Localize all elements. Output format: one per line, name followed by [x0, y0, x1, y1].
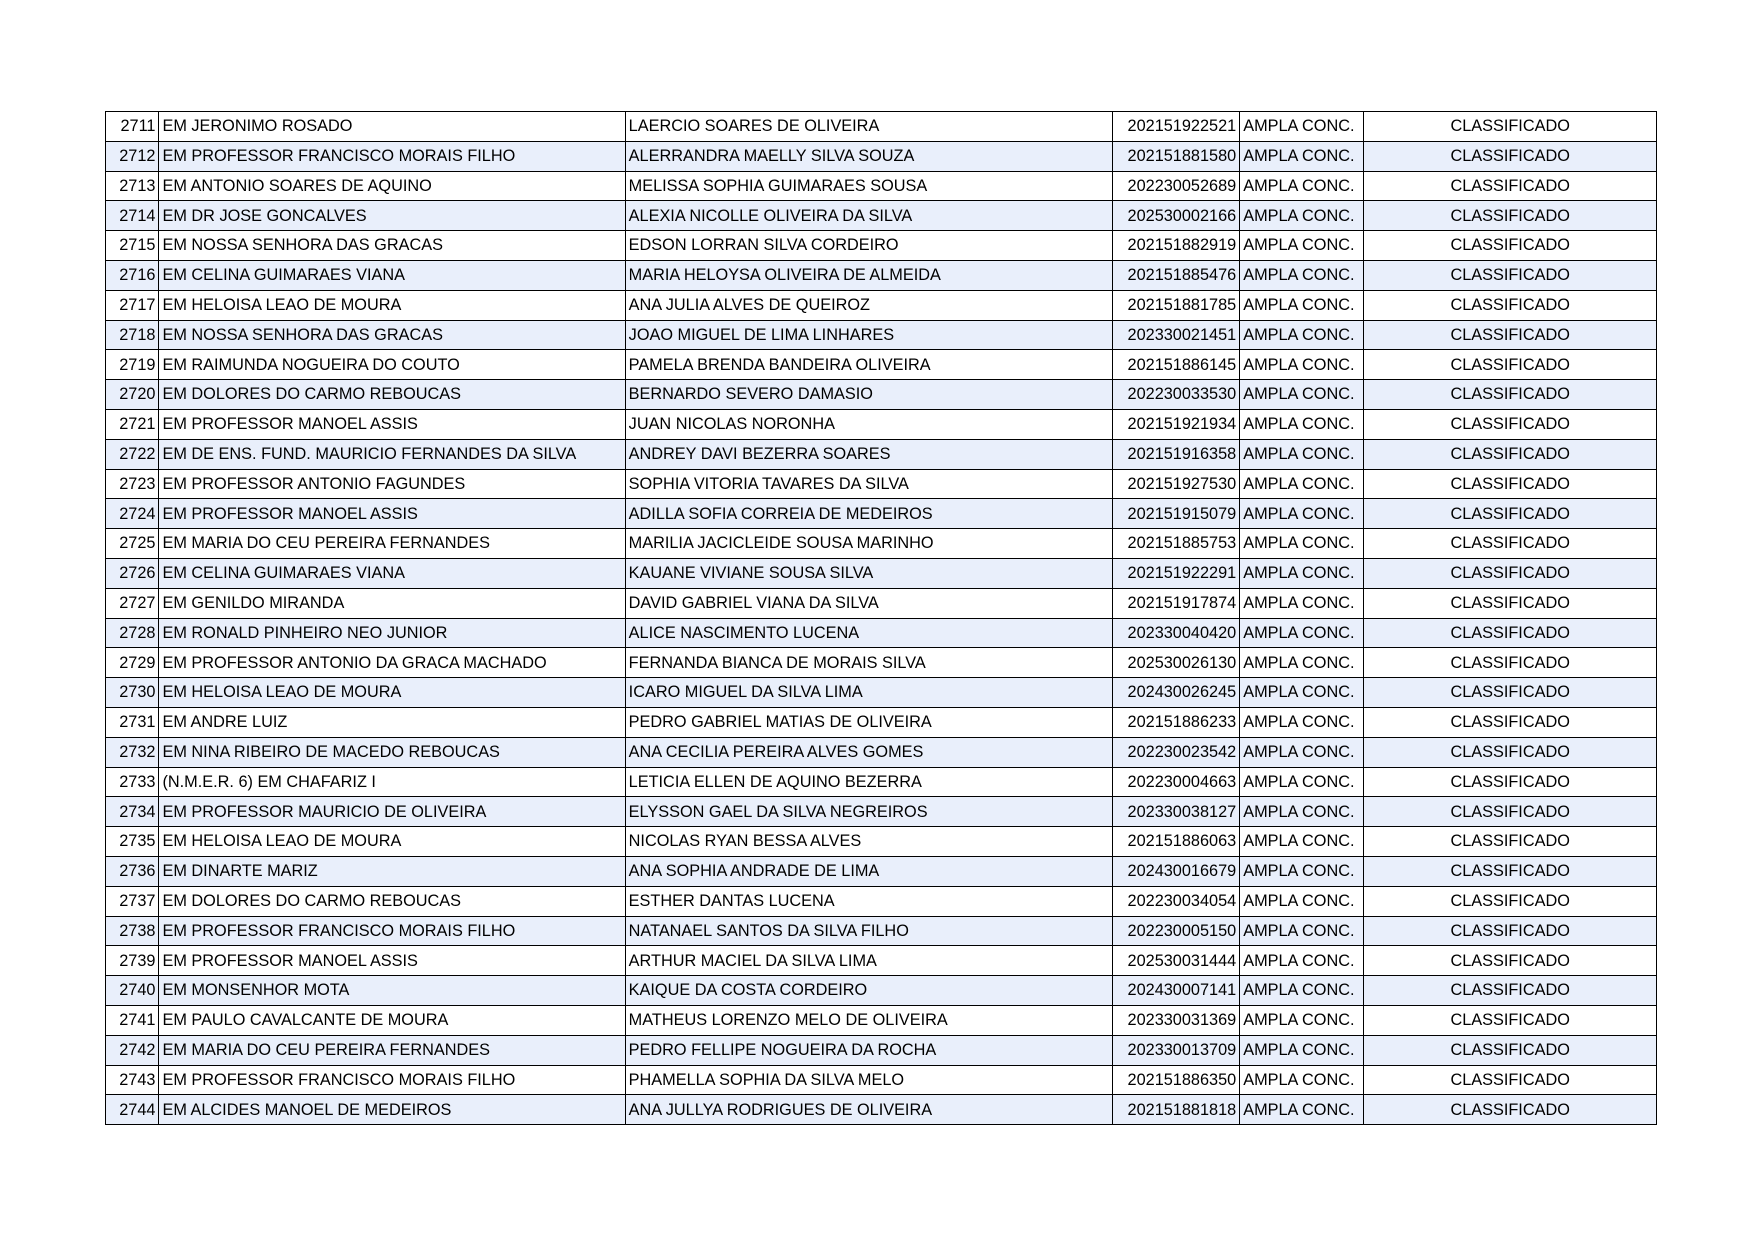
student-name-cell: PAMELA BRENDA BANDEIRA OLIVEIRA: [625, 350, 1112, 380]
modality-cell: AMPLA CONC.: [1240, 380, 1364, 410]
registration-cell: 202530002166: [1113, 201, 1240, 231]
registration-cell: 202230033530: [1113, 380, 1240, 410]
table-row: [106, 499, 1657, 529]
table-row: [106, 201, 1657, 231]
modality-cell: AMPLA CONC.: [1240, 260, 1364, 290]
registration-cell: 202151921934: [1113, 409, 1240, 439]
registration-cell: 202530031444: [1113, 946, 1240, 976]
school-cell: EM PROFESSOR FRANCISCO MORAIS FILHO: [159, 1065, 625, 1095]
student-name-cell: MATHEUS LORENZO MELO DE OLIVEIRA: [625, 1005, 1112, 1035]
modality-cell: AMPLA CONC.: [1240, 409, 1364, 439]
modality-cell: AMPLA CONC.: [1240, 171, 1364, 201]
school-cell: EM ANTONIO SOARES DE AQUINO: [159, 171, 625, 201]
school-cell: EM PROFESSOR ANTONIO DA GRACA MACHADO: [159, 648, 625, 678]
school-cell: EM PAULO CAVALCANTE DE MOURA: [159, 1005, 625, 1035]
table-row: [106, 380, 1657, 410]
table-row: [106, 737, 1657, 767]
student-name-cell: ESTHER DANTAS LUCENA: [625, 886, 1112, 916]
status-cell: CLASSIFICADO: [1364, 678, 1657, 708]
student-name-cell: KAUANE VIVIANE SOUSA SILVA: [625, 558, 1112, 588]
status-cell: CLASSIFICADO: [1364, 886, 1657, 916]
modality-cell: AMPLA CONC.: [1240, 618, 1364, 648]
status-cell: CLASSIFICADO: [1364, 141, 1657, 171]
table-row: [106, 797, 1657, 827]
status-cell: CLASSIFICADO: [1364, 588, 1657, 618]
registration-cell: 202151885476: [1113, 260, 1240, 290]
status-cell: CLASSIFICADO: [1364, 201, 1657, 231]
status-cell: CLASSIFICADO: [1364, 171, 1657, 201]
registration-cell: 202330013709: [1113, 1035, 1240, 1065]
student-name-cell: ALICE NASCIMENTO LUCENA: [625, 618, 1112, 648]
school-cell: EM HELOISA LEAO DE MOURA: [159, 290, 625, 320]
table-row: [106, 707, 1657, 737]
row-number-cell: 2725: [106, 529, 159, 559]
school-cell: EM PROFESSOR ANTONIO FAGUNDES: [159, 469, 625, 499]
modality-cell: AMPLA CONC.: [1240, 976, 1364, 1006]
school-cell: EM PROFESSOR MANOEL ASSIS: [159, 499, 625, 529]
school-cell: EM PROFESSOR FRANCISCO MORAIS FILHO: [159, 916, 625, 946]
school-cell: EM RONALD PINHEIRO NEO JUNIOR: [159, 618, 625, 648]
row-number-cell: 2727: [106, 588, 159, 618]
school-cell: EM DR JOSE GONCALVES: [159, 201, 625, 231]
table-row: [106, 886, 1657, 916]
modality-cell: AMPLA CONC.: [1240, 141, 1364, 171]
row-number-cell: 2731: [106, 707, 159, 737]
registration-cell: 202330040420: [1113, 618, 1240, 648]
registration-cell: 202151886233: [1113, 707, 1240, 737]
modality-cell: AMPLA CONC.: [1240, 588, 1364, 618]
school-cell: EM JERONIMO ROSADO: [159, 112, 625, 142]
modality-cell: AMPLA CONC.: [1240, 648, 1364, 678]
row-number-cell: 2720: [106, 380, 159, 410]
registration-cell: 202151922521: [1113, 112, 1240, 142]
registration-cell: 202430007141: [1113, 976, 1240, 1006]
status-cell: CLASSIFICADO: [1364, 350, 1657, 380]
registration-cell: 202430016679: [1113, 856, 1240, 886]
registration-cell: 202330021451: [1113, 320, 1240, 350]
registration-cell: 202151922291: [1113, 558, 1240, 588]
student-name-cell: ANDREY DAVI BEZERRA SOARES: [625, 439, 1112, 469]
registration-cell: 202430026245: [1113, 678, 1240, 708]
student-name-cell: ADILLA SOFIA CORREIA DE MEDEIROS: [625, 499, 1112, 529]
student-name-cell: JUAN NICOLAS NORONHA: [625, 409, 1112, 439]
table-row: [106, 767, 1657, 797]
table-row: [106, 320, 1657, 350]
modality-cell: AMPLA CONC.: [1240, 678, 1364, 708]
status-cell: CLASSIFICADO: [1364, 797, 1657, 827]
table-row: [106, 1005, 1657, 1035]
student-name-cell: LAERCIO SOARES DE OLIVEIRA: [625, 112, 1112, 142]
row-number-cell: 2737: [106, 886, 159, 916]
registration-cell: 202151881785: [1113, 290, 1240, 320]
student-name-cell: NATANAEL SANTOS DA SILVA FILHO: [625, 916, 1112, 946]
table-row: [106, 112, 1657, 142]
status-cell: CLASSIFICADO: [1364, 290, 1657, 320]
table-row: [106, 260, 1657, 290]
school-cell: EM NOSSA SENHORA DAS GRACAS: [159, 320, 625, 350]
status-cell: CLASSIFICADO: [1364, 1005, 1657, 1035]
row-number-cell: 2715: [106, 231, 159, 261]
status-cell: CLASSIFICADO: [1364, 1095, 1657, 1125]
student-name-cell: ICARO MIGUEL DA SILVA LIMA: [625, 678, 1112, 708]
student-name-cell: PEDRO GABRIEL MATIAS DE OLIVEIRA: [625, 707, 1112, 737]
modality-cell: AMPLA CONC.: [1240, 707, 1364, 737]
row-number-cell: 2736: [106, 856, 159, 886]
status-cell: CLASSIFICADO: [1364, 320, 1657, 350]
status-cell: CLASSIFICADO: [1364, 618, 1657, 648]
school-cell: EM PROFESSOR MAURICIO DE OLIVEIRA: [159, 797, 625, 827]
school-cell: EM NOSSA SENHORA DAS GRACAS: [159, 231, 625, 261]
status-cell: CLASSIFICADO: [1364, 380, 1657, 410]
modality-cell: AMPLA CONC.: [1240, 290, 1364, 320]
table-row: [106, 648, 1657, 678]
modality-cell: AMPLA CONC.: [1240, 499, 1364, 529]
modality-cell: AMPLA CONC.: [1240, 320, 1364, 350]
modality-cell: AMPLA CONC.: [1240, 767, 1364, 797]
modality-cell: AMPLA CONC.: [1240, 827, 1364, 857]
student-name-cell: ARTHUR MACIEL DA SILVA LIMA: [625, 946, 1112, 976]
status-cell: CLASSIFICADO: [1364, 856, 1657, 886]
registration-cell: 202230052689: [1113, 171, 1240, 201]
registration-cell: 202151915079: [1113, 499, 1240, 529]
row-number-cell: 2728: [106, 618, 159, 648]
row-number-cell: 2743: [106, 1065, 159, 1095]
student-name-cell: MARIA HELOYSA OLIVEIRA DE ALMEIDA: [625, 260, 1112, 290]
status-cell: CLASSIFICADO: [1364, 499, 1657, 529]
student-name-cell: EDSON LORRAN SILVA CORDEIRO: [625, 231, 1112, 261]
school-cell: EM ANDRE LUIZ: [159, 707, 625, 737]
table-row: [106, 409, 1657, 439]
row-number-cell: 2716: [106, 260, 159, 290]
school-cell: EM HELOISA LEAO DE MOURA: [159, 678, 625, 708]
student-name-cell: PHAMELLA SOPHIA DA SILVA MELO: [625, 1065, 1112, 1095]
row-number-cell: 2719: [106, 350, 159, 380]
status-cell: CLASSIFICADO: [1364, 737, 1657, 767]
registration-cell: 202330038127: [1113, 797, 1240, 827]
row-number-cell: 2713: [106, 171, 159, 201]
registration-cell: 202151886145: [1113, 350, 1240, 380]
row-number-cell: 2711: [106, 112, 159, 142]
registration-cell: 202151881818: [1113, 1095, 1240, 1125]
student-name-cell: FERNANDA BIANCA DE MORAIS SILVA: [625, 648, 1112, 678]
modality-cell: AMPLA CONC.: [1240, 231, 1364, 261]
modality-cell: AMPLA CONC.: [1240, 469, 1364, 499]
row-number-cell: 2744: [106, 1095, 159, 1125]
registration-cell: 202230004663: [1113, 767, 1240, 797]
table-row: [106, 439, 1657, 469]
student-name-cell: ALERRANDRA MAELLY SILVA SOUZA: [625, 141, 1112, 171]
registration-cell: 202151886063: [1113, 827, 1240, 857]
row-number-cell: 2735: [106, 827, 159, 857]
student-name-cell: JOAO MIGUEL DE LIMA LINHARES: [625, 320, 1112, 350]
modality-cell: AMPLA CONC.: [1240, 1035, 1364, 1065]
student-name-cell: LETICIA ELLEN DE AQUINO BEZERRA: [625, 767, 1112, 797]
registration-cell: 202151927530: [1113, 469, 1240, 499]
student-name-cell: BERNARDO SEVERO DAMASIO: [625, 380, 1112, 410]
school-cell: EM PROFESSOR MANOEL ASSIS: [159, 946, 625, 976]
table-row: [106, 171, 1657, 201]
row-number-cell: 2712: [106, 141, 159, 171]
modality-cell: AMPLA CONC.: [1240, 737, 1364, 767]
row-number-cell: 2732: [106, 737, 159, 767]
school-cell: EM RAIMUNDA NOGUEIRA DO COUTO: [159, 350, 625, 380]
modality-cell: AMPLA CONC.: [1240, 529, 1364, 559]
row-number-cell: 2738: [106, 916, 159, 946]
table-row: [106, 618, 1657, 648]
table-row: [106, 469, 1657, 499]
row-number-cell: 2726: [106, 558, 159, 588]
row-number-cell: 2723: [106, 469, 159, 499]
status-cell: CLASSIFICADO: [1364, 231, 1657, 261]
table-row: [106, 916, 1657, 946]
school-cell: EM PROFESSOR MANOEL ASSIS: [159, 409, 625, 439]
classification-table: [105, 111, 1657, 1125]
status-cell: CLASSIFICADO: [1364, 976, 1657, 1006]
row-number-cell: 2741: [106, 1005, 159, 1035]
row-number-cell: 2730: [106, 678, 159, 708]
student-name-cell: SOPHIA VITORIA TAVARES DA SILVA: [625, 469, 1112, 499]
modality-cell: AMPLA CONC.: [1240, 1005, 1364, 1035]
table-row: [106, 678, 1657, 708]
table-row: [106, 976, 1657, 1006]
school-cell: EM HELOISA LEAO DE MOURA: [159, 827, 625, 857]
row-number-cell: 2721: [106, 409, 159, 439]
table-row: [106, 529, 1657, 559]
table-row: [106, 1035, 1657, 1065]
modality-cell: AMPLA CONC.: [1240, 558, 1364, 588]
table-row: [106, 290, 1657, 320]
school-cell: EM GENILDO MIRANDA: [159, 588, 625, 618]
status-cell: CLASSIFICADO: [1364, 409, 1657, 439]
status-cell: CLASSIFICADO: [1364, 916, 1657, 946]
modality-cell: AMPLA CONC.: [1240, 1065, 1364, 1095]
row-number-cell: 2742: [106, 1035, 159, 1065]
student-name-cell: MARILIA JACICLEIDE SOUSA MARINHO: [625, 529, 1112, 559]
table-row: [106, 350, 1657, 380]
table-row: [106, 231, 1657, 261]
modality-cell: AMPLA CONC.: [1240, 797, 1364, 827]
registration-cell: 202151917874: [1113, 588, 1240, 618]
student-name-cell: ALEXIA NICOLLE OLIVEIRA DA SILVA: [625, 201, 1112, 231]
student-name-cell: ANA SOPHIA ANDRADE DE LIMA: [625, 856, 1112, 886]
status-cell: CLASSIFICADO: [1364, 529, 1657, 559]
registration-cell: 202230005150: [1113, 916, 1240, 946]
modality-cell: AMPLA CONC.: [1240, 856, 1364, 886]
school-cell: EM DOLORES DO CARMO REBOUCAS: [159, 886, 625, 916]
school-cell: (N.M.E.R. 6) EM CHAFARIZ I: [159, 767, 625, 797]
student-name-cell: PEDRO FELLIPE NOGUEIRA DA ROCHA: [625, 1035, 1112, 1065]
registration-cell: 202151882919: [1113, 231, 1240, 261]
table-row: [106, 141, 1657, 171]
student-name-cell: ANA JULLYA RODRIGUES DE OLIVEIRA: [625, 1095, 1112, 1125]
school-cell: EM MARIA DO CEU PEREIRA FERNANDES: [159, 529, 625, 559]
modality-cell: AMPLA CONC.: [1240, 886, 1364, 916]
student-name-cell: KAIQUE DA COSTA CORDEIRO: [625, 976, 1112, 1006]
school-cell: EM PROFESSOR FRANCISCO MORAIS FILHO: [159, 141, 625, 171]
status-cell: CLASSIFICADO: [1364, 648, 1657, 678]
modality-cell: AMPLA CONC.: [1240, 350, 1364, 380]
row-number-cell: 2718: [106, 320, 159, 350]
table-row: [106, 1095, 1657, 1125]
row-number-cell: 2724: [106, 499, 159, 529]
registration-cell: 202151886350: [1113, 1065, 1240, 1095]
status-cell: CLASSIFICADO: [1364, 112, 1657, 142]
school-cell: EM NINA RIBEIRO DE MACEDO REBOUCAS: [159, 737, 625, 767]
registration-cell: 202330031369: [1113, 1005, 1240, 1035]
modality-cell: AMPLA CONC.: [1240, 201, 1364, 231]
modality-cell: AMPLA CONC.: [1240, 916, 1364, 946]
row-number-cell: 2729: [106, 648, 159, 678]
table-row: [106, 558, 1657, 588]
status-cell: CLASSIFICADO: [1364, 946, 1657, 976]
table-row: [106, 827, 1657, 857]
status-cell: CLASSIFICADO: [1364, 707, 1657, 737]
student-name-cell: NICOLAS RYAN BESSA ALVES: [625, 827, 1112, 857]
modality-cell: AMPLA CONC.: [1240, 946, 1364, 976]
school-cell: EM CELINA GUIMARAES VIANA: [159, 558, 625, 588]
row-number-cell: 2734: [106, 797, 159, 827]
row-number-cell: 2722: [106, 439, 159, 469]
row-number-cell: 2740: [106, 976, 159, 1006]
status-cell: CLASSIFICADO: [1364, 767, 1657, 797]
modality-cell: AMPLA CONC.: [1240, 1095, 1364, 1125]
row-number-cell: 2717: [106, 290, 159, 320]
school-cell: EM ALCIDES MANOEL DE MEDEIROS: [159, 1095, 625, 1125]
row-number-cell: 2714: [106, 201, 159, 231]
registration-cell: 202151916358: [1113, 439, 1240, 469]
registration-cell: 202230023542: [1113, 737, 1240, 767]
registration-cell: 202230034054: [1113, 886, 1240, 916]
status-cell: CLASSIFICADO: [1364, 260, 1657, 290]
status-cell: CLASSIFICADO: [1364, 1035, 1657, 1065]
status-cell: CLASSIFICADO: [1364, 439, 1657, 469]
modality-cell: AMPLA CONC.: [1240, 112, 1364, 142]
student-name-cell: ANA CECILIA PEREIRA ALVES GOMES: [625, 737, 1112, 767]
table-row: [106, 856, 1657, 886]
school-cell: EM MONSENHOR MOTA: [159, 976, 625, 1006]
student-name-cell: MELISSA SOPHIA GUIMARAES SOUSA: [625, 171, 1112, 201]
modality-cell: AMPLA CONC.: [1240, 439, 1364, 469]
school-cell: EM DE ENS. FUND. MAURICIO FERNANDES DA SILVA: [159, 439, 625, 469]
registration-cell: 202151881580: [1113, 141, 1240, 171]
status-cell: CLASSIFICADO: [1364, 558, 1657, 588]
table-body: [106, 112, 1657, 1125]
registration-cell: 202151885753: [1113, 529, 1240, 559]
status-cell: CLASSIFICADO: [1364, 469, 1657, 499]
status-cell: CLASSIFICADO: [1364, 827, 1657, 857]
table-row: [106, 588, 1657, 618]
table-row: [106, 946, 1657, 976]
student-name-cell: ANA JULIA ALVES DE QUEIROZ: [625, 290, 1112, 320]
registration-cell: 202530026130: [1113, 648, 1240, 678]
school-cell: EM DINARTE MARIZ: [159, 856, 625, 886]
table-row: [106, 1065, 1657, 1095]
school-cell: EM DOLORES DO CARMO REBOUCAS: [159, 380, 625, 410]
school-cell: EM MARIA DO CEU PEREIRA FERNANDES: [159, 1035, 625, 1065]
student-name-cell: DAVID GABRIEL VIANA DA SILVA: [625, 588, 1112, 618]
school-cell: EM CELINA GUIMARAES VIANA: [159, 260, 625, 290]
row-number-cell: 2733: [106, 767, 159, 797]
status-cell: CLASSIFICADO: [1364, 1065, 1657, 1095]
row-number-cell: 2739: [106, 946, 159, 976]
student-name-cell: ELYSSON GAEL DA SILVA NEGREIROS: [625, 797, 1112, 827]
